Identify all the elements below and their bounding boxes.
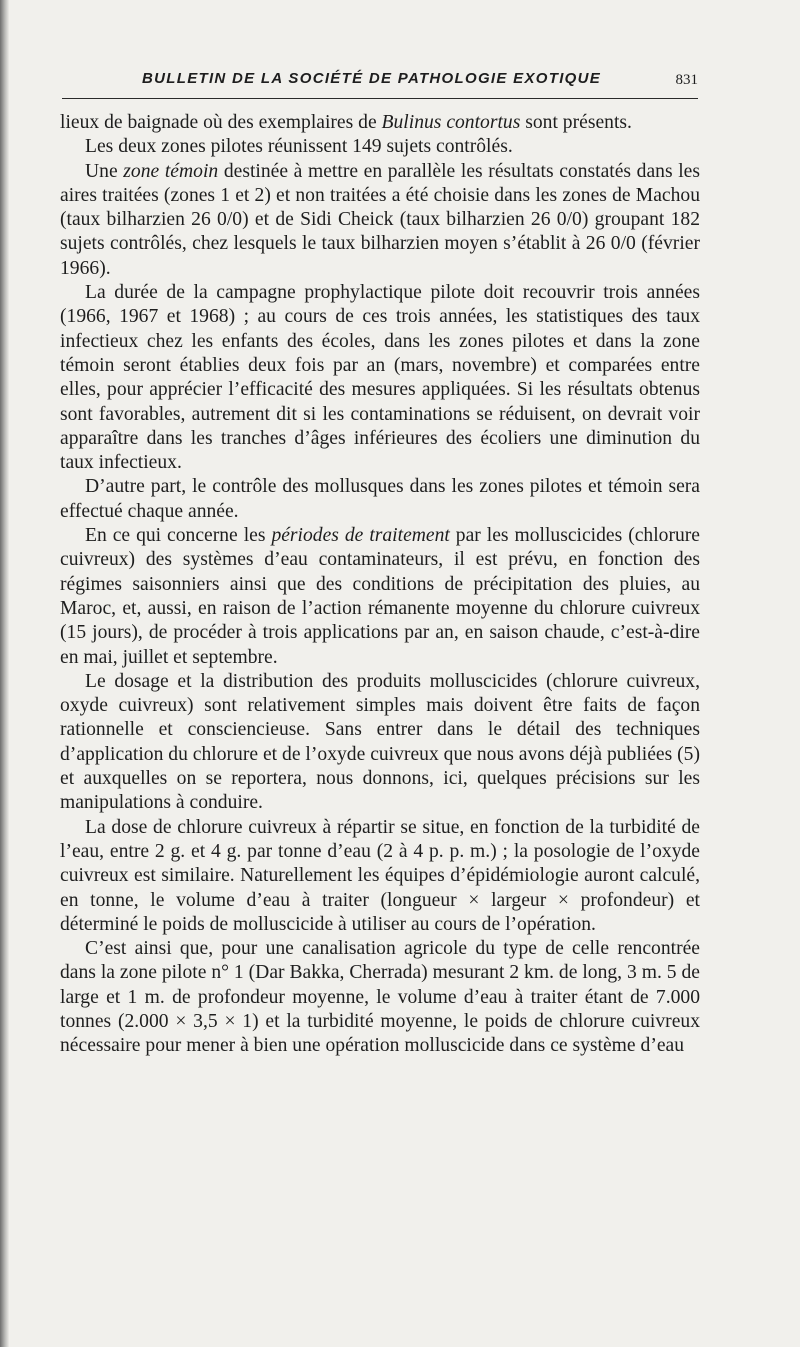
text-run: Les deux zones pilotes réunissent 149 sujets contrôlés. [85, 136, 513, 158]
text-run: Le dosage et la distribution des produits molluscicides (chlorure cuivreux, oxyde cuivreux) sont relativement simples mais doivent être faits de façon rationnelle et consciencieuse. Sans entrer dans le détail des techniques d’application du chlorure et de l’oxyde cuivreux que nous avons déjà publiées (5) et auxquelles on se reportera, nous donnons, ici, quelques précisions sur les manipulations à conduire. [60, 670, 700, 814]
paragraph [60, 160, 700, 281]
text-run: Une [85, 160, 124, 182]
page-edge-shadow [0, 0, 9, 1347]
paragraph [60, 670, 700, 816]
italic-run: zone témoin [123, 160, 219, 182]
page-number: 831 [675, 72, 698, 88]
paragraph [60, 281, 700, 475]
text-run: destinée à mettre en parallèle les résultats constatés dans les aires traitées (zones 1 et 2) et non traitées a été choisie dans les zones de Machou (taux bilharzien 26 0/0) et de Sidi Cheick (taux bilharzien 26 0/0) groupant 182 sujets contrôlés, chez lesquels le taux bilharzien moyen s’établit à 26 0/0 (février 1966). [60, 160, 701, 279]
text-run: C’est ainsi que, pour une canalisation agricole du type de celle rencontrée dans la zone pilote n° 1 (Dar Bakka, Cherrada) mesurant 2 km. de long, 3 m. 5 de large et 1 m. de profondeur moyenne, le volume d’eau à traiter étant de 7.000 tonnes (2.000 × 3,5 × 1) et la turbidité moyenne, le poids de chlorure cuivreux nécessaire pour mener à bien une opération molluscicide dans ce système d’eau [60, 938, 700, 1057]
text-run: La dose de chlorure cuivreux à répartir se situe, en fonction de la turbidité de l’eau, entre 2 g. et 4 g. par tonne d’eau (2 à 4 p. p. m.) ; la posologie de l’oxyde cuivreux est similaire. Naturellement les équipes d’épidémiologie auront calculé, en tonne, le volume d’eau à traiter (longueur × largeur × profondeur) et déterminé le poids de molluscicide à utiliser au cours de l’opération. [60, 816, 700, 935]
text-run: par les molluscicides (chlorure cuivreux) des systèmes d’eau contaminateurs, il est prévu, en fonction des régimes saisonniers ainsi que des conditions de précipitation des pluies, au Maroc, et, aussi, en raison de l’action rémanente moyenne du chlorure cuivreux (15 jours), de procéder à trois applications par an, en saison chaude, c’est-à-dire en mai, juillet et septembre. [60, 525, 701, 668]
paragraph [60, 937, 700, 1058]
running-header [62, 66, 698, 99]
text-run: En ce qui concerne les [85, 525, 272, 547]
paragraph [60, 816, 700, 937]
journal-title: BULLETIN DE LA SOCIÉTÉ DE PATHOLOGIE EXOTIQUE [142, 70, 602, 87]
text-run: La durée de la campagne prophylactique pilote doit recouvrir trois années (1966, 1967 et 1968) ; au cours de ces trois années, les statistiques des taux infectieux chez les enfants des écoles, dans les zones pilotes et dans la zone témoin seront établies deux fois par an (mars, novembre) et comparées entre elles, pour apprécier l’efficacité des mesures appliquées. Si les résultats obtenus sont favorables, autrement dit si les contaminations se réduisent, on devrait voir apparaître dans les tranches d’âges inférieures des écoliers une diminution du taux infectieux. [60, 282, 700, 474]
text-run: lieux de baignade où des exemplaires de [60, 112, 382, 133]
italic-run: périodes de traitement [271, 525, 450, 547]
paragraph [60, 524, 700, 670]
text-run: sont présents. [520, 112, 632, 133]
body-text [60, 111, 700, 1059]
italic-run: Bulinus contortus [381, 112, 521, 133]
paragraph [60, 135, 700, 159]
paragraph [60, 111, 700, 135]
paragraph [60, 475, 700, 524]
text-run: D’autre part, le contrôle des mollusques dans les zones pilotes et témoin sera effectué chaque année. [60, 476, 700, 522]
